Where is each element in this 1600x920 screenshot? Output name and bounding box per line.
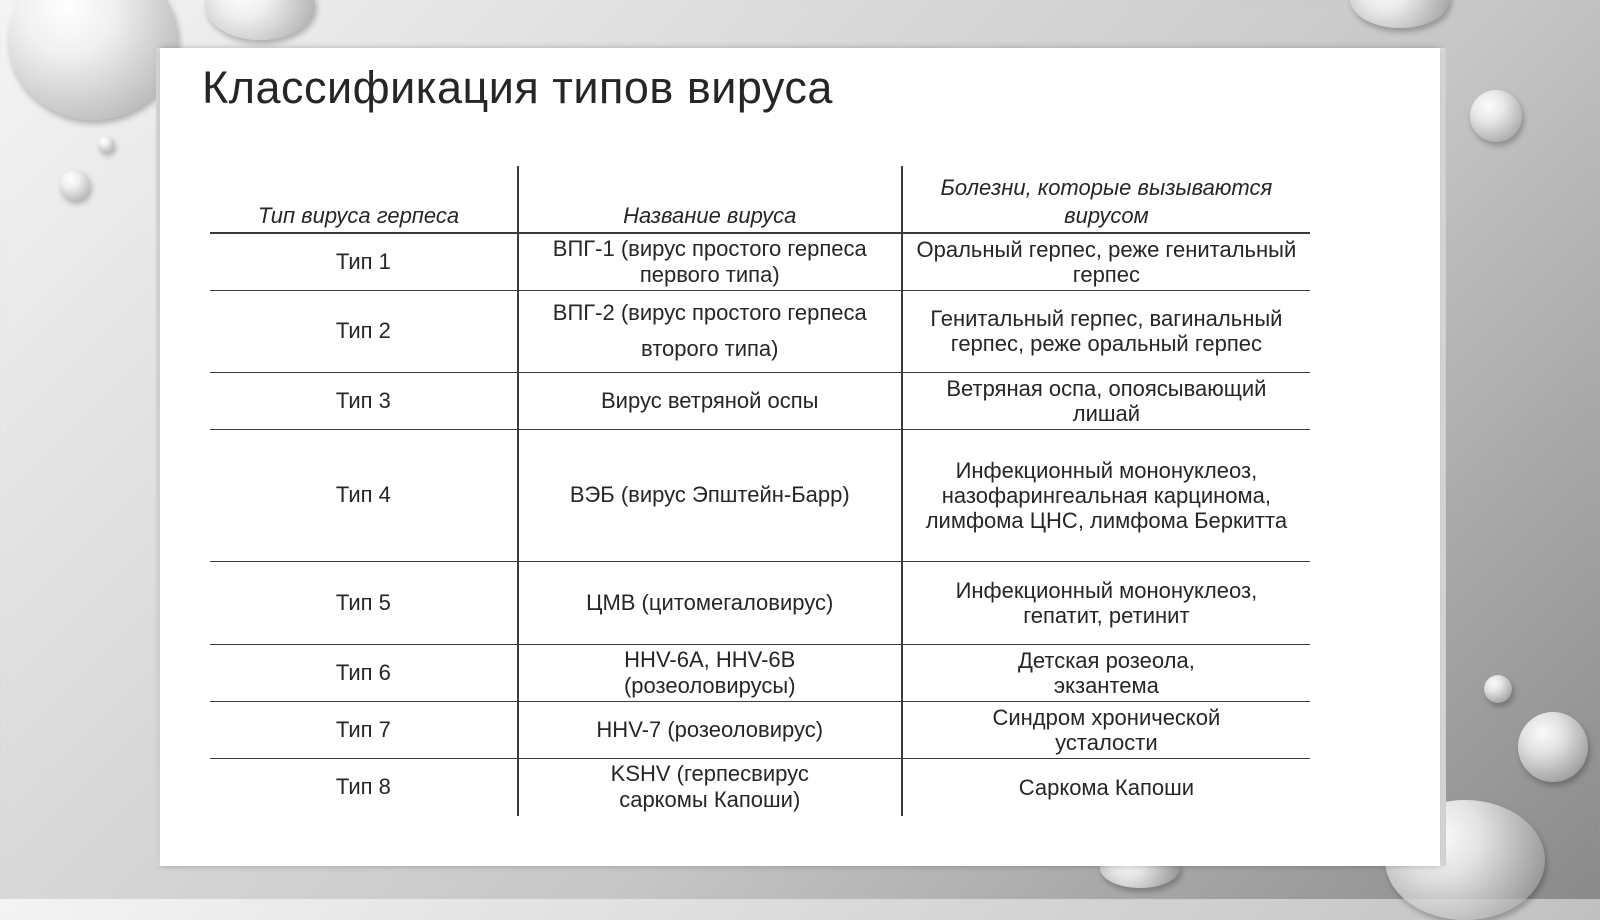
cell-virus-type: Тип 8 xyxy=(335,774,391,800)
cell-diseases: Ветряная оспа, опоясывающий лишай xyxy=(902,372,1310,429)
table-row xyxy=(210,758,1310,816)
cell-diseases: Генитальный герпес, вагинальный герпес, реже оральный герпес xyxy=(902,290,1310,372)
table-row xyxy=(210,290,1310,372)
cell-diseases: Синдром хронической усталости xyxy=(902,701,1310,758)
table-row xyxy=(210,372,1310,429)
table-row xyxy=(210,561,1310,644)
cell-virus-name: ВПГ-1 (вирус простого герпеса первого типа) xyxy=(518,233,902,290)
table-row xyxy=(210,701,1310,758)
water-drop-decoration xyxy=(1518,712,1588,782)
header-virus-type: Тип вируса герпеса xyxy=(210,166,518,233)
cell-virus-type: Тип 2 xyxy=(210,290,518,372)
cell-virus-type: Тип 3 xyxy=(210,372,518,429)
slide-title: Классификация типов вируса xyxy=(202,62,833,113)
cell-virus-name: HHV-7 (розеоловирус) xyxy=(518,701,902,758)
herpes-virus-table xyxy=(210,166,1310,816)
cell-virus-name: KSHV (герпесвирус саркомы Капоши) xyxy=(518,758,902,816)
water-drop-decoration xyxy=(1470,90,1522,142)
cell-virus-name: HHV-6A, HHV-6B (розеоловирусы) xyxy=(518,644,902,701)
cell-virus-type: Тип 4 xyxy=(210,429,518,561)
cell-diseases: Саркома Капоши xyxy=(902,758,1310,816)
slide xyxy=(160,48,1440,866)
cell-virus-name: ЦМВ (цитомегаловирус) xyxy=(518,561,902,644)
cell-diseases: Детская розеола, экзантема xyxy=(902,644,1310,701)
water-drop-decoration xyxy=(60,170,90,200)
table-row xyxy=(210,429,1310,561)
header-virus-name: Название вируса xyxy=(518,166,902,233)
cell-virus-name: ВПГ-2 (вирус простого герпеса второго типа) xyxy=(518,290,902,372)
water-drop-decoration xyxy=(205,0,315,40)
cell-virus-type: Тип 6 xyxy=(210,644,518,701)
cell-virus-name: Вирус ветряной оспы xyxy=(518,372,902,429)
cell-diseases: Оральный герпес, реже генитальный герпес xyxy=(902,233,1310,290)
cell-virus-name: ВЭБ (вирус Эпштейн-Барр) xyxy=(518,429,902,561)
table-header-row xyxy=(210,166,1310,233)
cell-virus-type: Тип 5 xyxy=(210,561,518,644)
cell-diseases: Инфекционный мононуклеоз, гепатит, ретинит xyxy=(902,561,1310,644)
header-diseases: Болезни, которые вызываются вирусом xyxy=(902,166,1310,233)
table-row xyxy=(210,644,1310,701)
water-drop-decoration xyxy=(1484,675,1512,703)
cell-virus-type: Тип 7 xyxy=(210,701,518,758)
table-row xyxy=(210,233,1310,290)
water-drop-decoration xyxy=(1350,0,1450,28)
cell-virus-type: Тип 1 xyxy=(210,233,518,290)
water-drop-decoration xyxy=(8,0,178,120)
water-drop-decoration xyxy=(98,136,114,152)
cell-diseases: Инфекционный мононуклеоз, назофарингеальная карцинома, лимфома ЦНС, лимфома Беркитта xyxy=(902,429,1310,561)
